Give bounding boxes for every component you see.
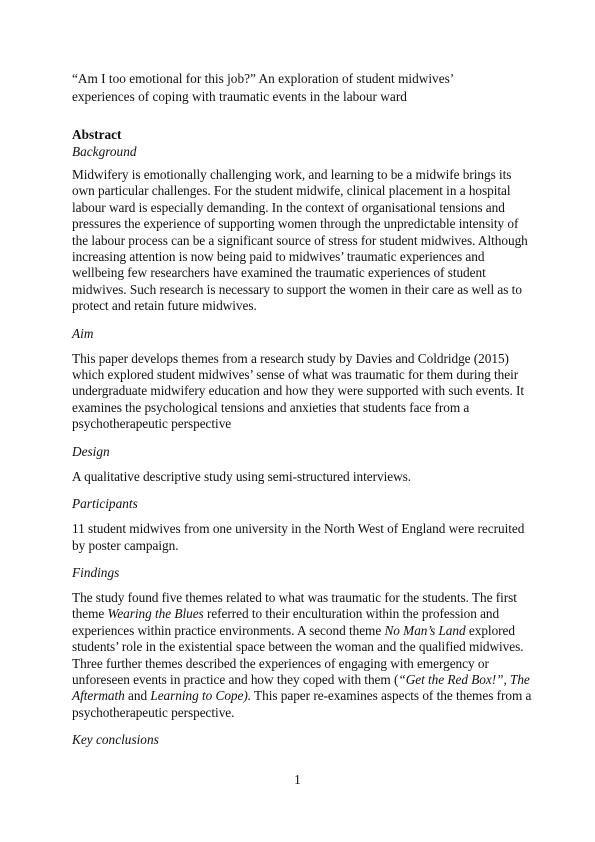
section-paragraph bbox=[72, 167, 532, 315]
page-number: 1 bbox=[294, 772, 301, 787]
abstract-sections bbox=[72, 143, 532, 749]
paragraph-text: referred to their enculturation within the profession and experiences within practice environments. A second theme bbox=[72, 606, 500, 638]
paragraph-text: and bbox=[124, 688, 151, 704]
paper-title: “Am I too emotional for this job?” An exploration of student midwives’ experiences of coping with traumatic events in the labour ward bbox=[72, 71, 455, 104]
abstract-heading: Abstract bbox=[72, 127, 122, 142]
section-paragraph bbox=[72, 590, 532, 721]
italic-text: No Man’s Land bbox=[384, 622, 466, 638]
page-content bbox=[72, 70, 532, 757]
paragraph-text: This paper re-examines aspects of the themes from a psychotherapeutic perspective. bbox=[72, 688, 532, 720]
section-heading: Participants bbox=[72, 496, 138, 512]
paragraph-text: Midwifery is emotionally challenging work, and learning to be a midwife brings its own particular challenges. For the student midwife, clinical placement in a hospital labour ward is especially demanding. In the context of organisational tensions and pressures the experience of supporting women through the unpredictable intensity of the labour process can be a significant source of stress for student midwives. Although increasing attention is now being paid to midwives’ traumatic experiences and wellbeing few researchers have examined the traumatic experiences of student midwives. Such research is necessary to support the women in their care as well as to protect and retain future midwives. bbox=[72, 167, 528, 314]
section-heading: Design bbox=[72, 443, 110, 459]
section-paragraph bbox=[72, 351, 532, 433]
paragraph-text: The study found five themes related to what was traumatic for the students. The first theme bbox=[72, 589, 517, 622]
section-heading: Aim bbox=[72, 325, 94, 341]
section-paragraph bbox=[72, 469, 532, 485]
italic-text: Wearing the Blues bbox=[107, 606, 204, 622]
italic-text: “Get the Red Box!”, The Aftermath bbox=[72, 671, 530, 704]
paragraph-text: 11 student midwives from one university in the North West of England were recruited by poster campaign. bbox=[72, 521, 525, 553]
paragraph-text: This paper develops themes from a research study by Davies and Coldridge (2015) which explored student midwives’ sense of what was traumatic for them during their undergraduate midwifery education and how they were supported with such events. It examines the psychological tensions and anxieties that students face from a psychotherapeutic perspective bbox=[72, 350, 525, 432]
section-heading: Background bbox=[72, 144, 137, 159]
paragraph-text: A qualitative descriptive study using semi-structured interviews. bbox=[72, 468, 412, 484]
italic-text: Learning to Cope). bbox=[150, 688, 252, 704]
section-heading: Key conclusions bbox=[72, 732, 159, 748]
section-paragraph bbox=[72, 521, 532, 554]
paragraph-text: explored students’ role in the existential space between the woman and the qualified midwives. Three further themes described the experiences of engaging with emergency or unforeseen events in practice and how they coped with them ( bbox=[72, 622, 524, 687]
section-heading: Findings bbox=[72, 564, 120, 580]
